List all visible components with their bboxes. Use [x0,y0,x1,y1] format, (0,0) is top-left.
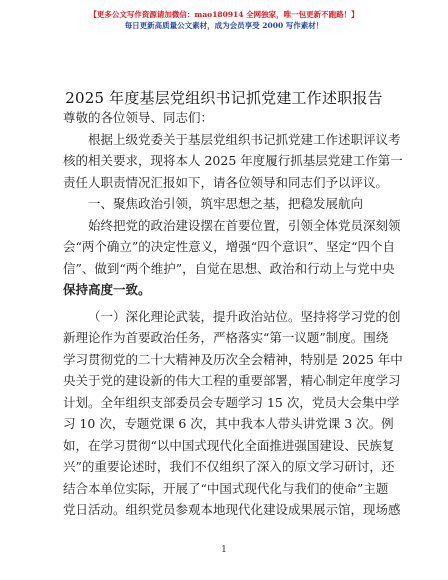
paragraph-3-line: 如，在学习贯彻“以中国式现代化全面推进强国建设、民族复 [63,437,395,453]
promo-banner-line-2: 每日更新高质量公文素材，成为会员享受 2000 写作素材！ [124,21,324,30]
paragraph-3-line: 党日活动。组织党员参观本地现代化建设成果展示馆，现场感 [63,502,401,517]
paragraph-1-line: 核的相关要求，现将本人 2025 年度履行抓基层党建工作第一 [63,153,403,168]
paragraph-2-line: 信”、做到“两个维护”，自觉在思想、政治和行动上与党中央 [63,260,395,276]
paragraph-2-line: 会“两个确立”的决定性意义，增强“四个意识”、坚定“四个自 [63,239,395,254]
paragraph-3-line: 习 10 次，专题党课 6 次，其中我本人带头讲党课 3 次。例 [63,416,394,431]
paragraph-3-line: 结合本单位实际，开展了“中国式现代化与我们的使命”主题 [63,480,389,496]
paragraph-1-line: 根据上级党委关于基层党组织书记抓党建工作述职评议考 [88,131,401,147]
paragraph-3-line: 学习贯彻党的二十大精神及历次全会精神，特别是 2025 年中 [63,351,403,367]
paragraph-1-line: 责任人职责情况汇报如下，请各位领导和同志们予以评议。 [63,174,389,190]
paragraph-3-line: 计划。全年组织支部委员会专题学习 15 次，党员大会集中学 [63,394,400,410]
promo-banner [0,9,448,31]
salutation: 尊敬的各位领导、同志们： [63,110,214,125]
document-body [63,107,403,521]
promo-banner-line-1: 【更多公文写作资源请加微信：mao180914 全网独家，唯一包更新不跑路！】 [89,10,359,19]
document-title: 2025 年度基层党组织书记抓党建工作述职报告 [65,89,383,107]
paragraph-2-bold-tail: 保持高度一致。 [63,282,151,297]
page-number: 1 [221,545,227,555]
paragraph-3-line: 央关于党的建设新的伟大工程的重要部署，精心制定年度学习 [63,373,401,388]
paragraph-2-line: 始终把党的政治建设摆在首要位置，引领全体党员深刻领 [88,217,401,233]
paragraph-3-line: 兴”的重要论述时，我们不仅组织了深入的原文学习研讨，还 [63,459,395,474]
section-heading-1: 一、聚焦政治引领，筑牢思想之基，把稳发展航向 [88,196,364,211]
paragraph-3-line: 新理论作为首要政治任务，严格落实“第一议题”制度。围绕 [63,330,389,345]
paragraph-3-line: （一）深化理论武装，提升政治站位。坚持将学习党的创 [88,308,401,324]
